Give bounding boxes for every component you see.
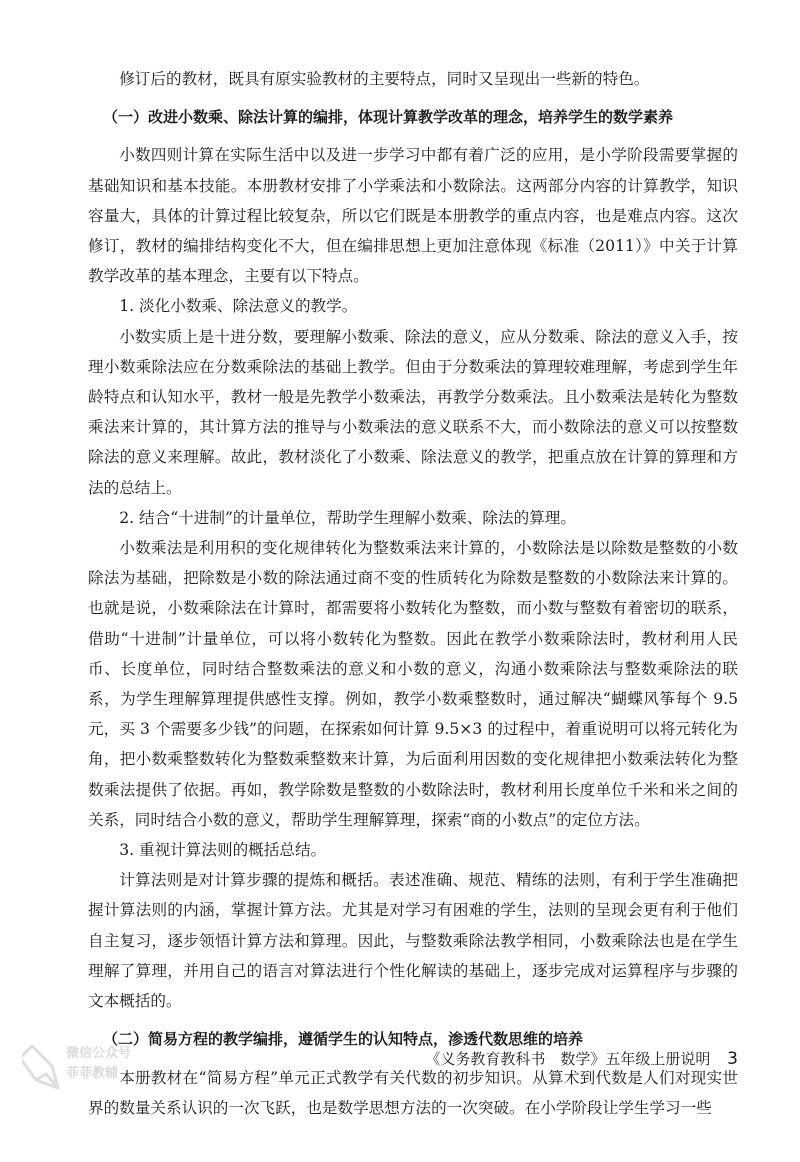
section1-item-3: 3. 重视计算法则的概括总结。 — [119, 841, 327, 860]
page-number: 3 — [727, 1049, 738, 1069]
section1-paragraph-2: 小数实质上是十进分数，要理解小数乘、除法的意义，应从分数乘、除法的意义入手，按理小数乘除法应在分数乘除法的基础上教学。但由于分数乘法的算理较难理解，考虑到学生年龄特点和认知水平，教材一般是先教学小数乘法，再教学分数乘法。且小数乘法是转化为整数乘法来计算的，其计算方法的推导与小数乘法的意义联系不大，而小数除法的意义可以按整数除法的意义来理解。故此，教材淡化了小数乘、除法意义的教学，把重点放在计算的算理和方法的总结上。 — [88, 327, 738, 497]
document-page — [88, 64, 738, 1123]
intro-paragraph: 修订后的教材，既具有原实验教材的主要特点，同时又呈现出一些新的特色。 — [119, 70, 650, 88]
section1-heading: （一）改进小数乘、除法计算的编排，体现计算教学改革的理念，培养学生的数学素养 — [103, 108, 674, 127]
page-footer — [88, 1048, 738, 1069]
footer-book-title: 《义务教育教科书 数学》五年级上册说明 — [425, 1050, 711, 1068]
section1-paragraph-1: 小数四则计算在实际生活中以及进一步学习中都有着广泛的应用，是小学阶段需要掌握的基础知识和基本技能。本册教材安排了小学乘法和小数除法。这两部分内容的计算教学，知识容量大，具体的计算过程比较复杂，所以它们既是本册教学的重点内容，也是难点内容。这次修订，教材的编排结构变化不大，但在编排思想上更加注意体现《标准（2011）》中关于计算教学改革的基本理念，主要有以下特点。 — [88, 146, 738, 286]
section1-paragraph-4: 计算法则是对计算步骤的提炼和概括。表述准确、规范、精练的法则，有利于学生准确把握计算法则的内涵，掌握计算方法。尤其是对学习有困难的学生，法则的呈现会更有利于他们自主复习，逐步领悟计算方法和算理。因此，与整数乘除法教学相同，小数乘除法也是在学生理解了算理，并用自己的语言对算法进行个性化解读的基础上，逐步完成对运算程序与步骤的文本概括的。 — [88, 871, 738, 1011]
pencil-icon — [22, 1028, 70, 1102]
section2-paragraph-1: 本册教材在“简易方程”单元正式教学有关代数的初步知识。从算术到代数是人们对现实世界的数量关系认识的一次飞跃，也是数学思想方法的一次突破。在小学阶段让学生学习一些 — [88, 1068, 738, 1117]
section1-paragraph-3: 小数乘法是利用积的变化规律转化为整数乘法来计算的，小数除法是以除数是整数的小数除法为基础，把除数是小数的除法通过商不变的性质转化为除数是整数的小数除法来计算的。也就是说，小数乘除法在计算时，都需要将小数转化为整数，而小数与整数有着密切的联系，借助“十进制”计量单位，可以将小数转化为整数。因此在教学小数乘除法时，教材利用人民币、长度单位，同时结合整数乘法的意义和小数的意义，沟通小数乘除法与整数乘除法的联系，为学生理解算理提供感性支撑。例如，教学小数乘整数时，通过解决“蝴蝶风筝每个 9.5 元，买 3 个需要多少钱”的问题，在探索如何计算 9.5×3 的过程中，着重说明可以将元转化为角，把小数乘整数转化为整数乘整数来计算，为后面利用因数的变化规律把小数乘法转化为整数乘法提供了依据。再如，教学除数是整数的小数除法时，教材利用长度单位千米和米之间的关系，同时结合小数的意义，帮助学生理解算理，探索“商的小数点”的定位方法。 — [88, 539, 738, 829]
watermark-line-1: 微信公众号 — [66, 1046, 132, 1061]
section1-item-2: 2. 结合“十进制”的计量单位，帮助学生理解小数乘、除法的算理。 — [119, 508, 576, 527]
section1-item-1: 1. 淡化小数乘、除法意义的教学。 — [119, 297, 358, 316]
watermark-line-2: 菲菲教辅 — [66, 1066, 119, 1081]
section2-heading: （二）简易方程的教学编排，遵循学生的认知特点，渗透代数思维的培养 — [103, 1030, 584, 1049]
